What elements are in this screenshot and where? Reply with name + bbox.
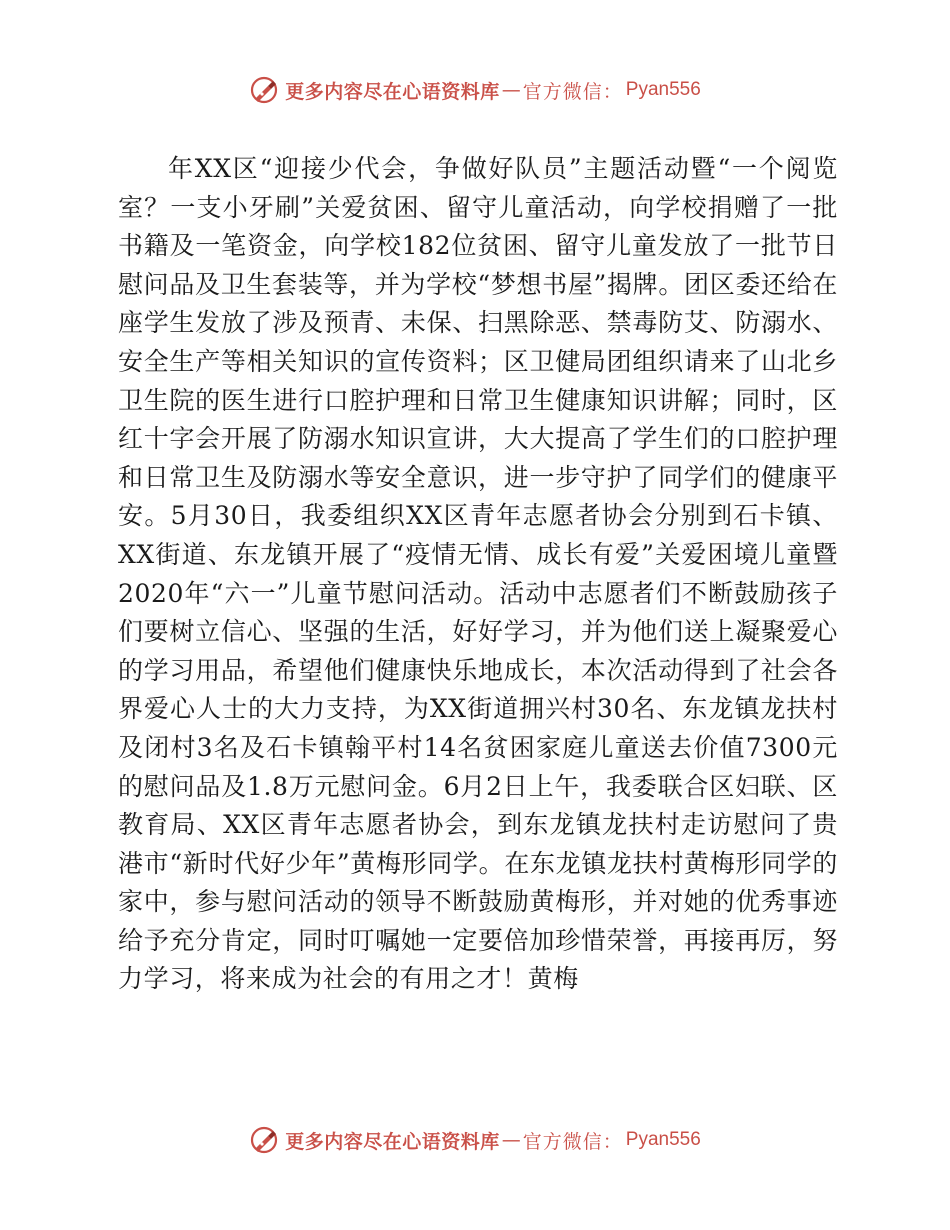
banner-brand-text: 更多内容尽在心语资料库: [285, 80, 500, 103]
banner-separator: ：: [602, 1130, 622, 1153]
banner-wechat-account: Pyan556: [625, 1129, 701, 1150]
banner-dash: —: [501, 1129, 521, 1151]
pen-nib-logo-icon: [249, 75, 279, 105]
banner-separator: ：: [602, 80, 622, 103]
footer-banner: [0, 1122, 950, 1158]
pen-nib-logo-icon: [249, 1125, 279, 1155]
banner-wechat-label: 官方微信: [522, 1130, 603, 1153]
banner-brand-text: 更多内容尽在心语资料库: [285, 1130, 500, 1153]
header-banner: [0, 72, 950, 108]
banner-wechat-label: 官方微信: [522, 80, 603, 103]
banner-dash: —: [501, 79, 521, 101]
banner-wechat-account: Pyan556: [625, 79, 701, 100]
body-paragraph: 年XX区“迎接少代会，争做好队员”主题活动暨“一个阅览室？一支小牙刷”关爱贫困、留守儿童活动，向学校捐赠了一批书籍及一笔资金，向学校182位贫困、留守儿童发放了一批节日慰问品及卫生套装等，并为学校“梦想书屋”揭牌。团区委还给在座学生发放了涉及预青、未保、扫黑除恶、禁毒防艾、防溺水、安全生产等相关知识的宣传资料；区卫健局团组织请来了山北乡卫生院的医生进行口腔护理和日常卫生健康知识讲解；同时，区红十字会开展了防溺水知识宣讲，大大提高了学生们的口腔护理和日常卫生及防溺水等安全意识，进一步守护了同学们的健康平安。5月30日，我委组织XX区青年志愿者协会分别到石卡镇、XX街道、东龙镇开展了“疫情无情、成长有爱”关爱困境儿童暨2020年“六一”儿童节慰问活动。活动中志愿者们不断鼓励孩子们要树立信心、坚强的生活，好好学习，并为他们送上凝聚爱心的学习用品，希望他们健康快乐地成长，本次活动得到了社会各界爱心人士的大力支持，为XX街道拥兴村30名、东龙镇龙扶村及闭村3名及石卡镇翰平村14名贫困家庭儿童送去价值7300元的慰问品及1.8万元慰问金。6月2日上午，我委联合区妇联、区教育局、XX区青年志愿者协会，到东龙镇龙扶村走访慰问了贵港市“新时代好少年”黄梅形同学。在东龙镇龙扶村黄梅形同学的家中，参与慰问活动的领导不断鼓励黄梅形，并对她的优秀事迹给予充分肯定，同时叮嘱她一定要倍加珍惜荣誉，再接再厉，努力学习，将来成为社会的有用之才！黄梅: [118, 154, 838, 994]
